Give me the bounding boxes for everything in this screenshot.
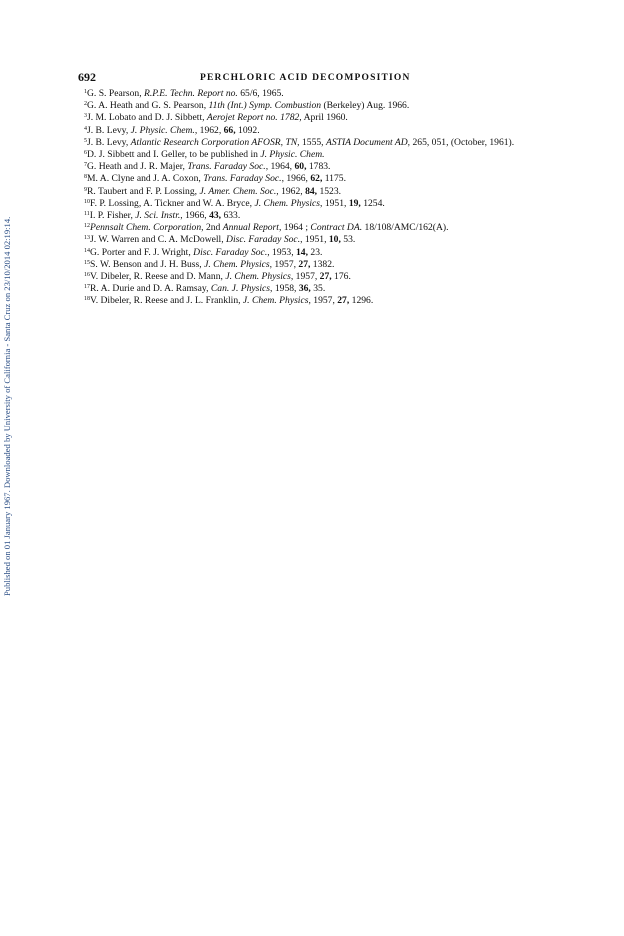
reference-source: ASTIA Document AD, bbox=[325, 136, 411, 148]
reference-item bbox=[84, 161, 564, 173]
reference-text: 1523. bbox=[317, 185, 342, 197]
reference-source: Can. J. Physics bbox=[210, 283, 271, 295]
reference-source: J. Chem. Physics bbox=[242, 295, 309, 307]
reference-text: , 1964 ; bbox=[278, 222, 311, 234]
reference-number: 16 bbox=[84, 272, 90, 279]
reference-list bbox=[84, 88, 564, 308]
reference-source: Atlantic Research Corporation AFOSR, TN, bbox=[130, 136, 300, 148]
reference-volume: 27, bbox=[337, 295, 350, 307]
reference-item bbox=[84, 112, 564, 124]
reference-item bbox=[84, 149, 564, 161]
reference-text: J. M. Lobato and D. J. Sibbett, bbox=[87, 112, 207, 124]
reference-source: J. Physic. Chem. bbox=[130, 124, 195, 136]
reference-source: Trans. Faraday Soc. bbox=[203, 173, 282, 185]
reference-volume: 19, bbox=[348, 197, 361, 209]
reference-text: 23. bbox=[308, 246, 323, 258]
reference-text: R. Taubert and F. P. Lossing, bbox=[87, 185, 200, 197]
reference-text: 1175. bbox=[322, 173, 346, 185]
reference-number: 11 bbox=[84, 211, 90, 218]
reference-text: G. Heath and J. R. Majer, bbox=[87, 161, 188, 173]
reference-item bbox=[84, 210, 564, 222]
reference-number: 4 bbox=[84, 125, 87, 132]
reference-number: 5 bbox=[84, 137, 87, 144]
reference-number: 8 bbox=[84, 174, 87, 181]
reference-source: J. Physic. Chem. bbox=[260, 149, 325, 161]
reference-number: 18 bbox=[84, 296, 90, 303]
reference-text: , 1957, bbox=[290, 271, 320, 283]
reference-text: M. A. Clyne and J. A. Coxon, bbox=[87, 173, 204, 185]
reference-number: 15 bbox=[84, 259, 90, 266]
reference-text: 176. bbox=[331, 271, 351, 283]
reference-text: 35. bbox=[310, 283, 326, 295]
reference-volume: 27, bbox=[298, 258, 311, 270]
reference-item bbox=[84, 125, 564, 137]
reference-volume: 10, bbox=[328, 234, 341, 246]
reference-item bbox=[84, 259, 564, 271]
reference-text: , 1957, bbox=[308, 295, 338, 307]
reference-text: 1783. bbox=[306, 161, 331, 173]
reference-volume: 36, bbox=[298, 283, 311, 295]
reference-number: 1 bbox=[84, 89, 87, 95]
reference-item bbox=[84, 222, 564, 234]
reference-text: 265, 051, (October, 1961). bbox=[410, 136, 515, 148]
reference-source: 11th (Int.) Symp. Combustion bbox=[208, 100, 322, 112]
reference-source: Pennsalt Chem. Corporation bbox=[90, 222, 202, 234]
reference-volume: 66, bbox=[223, 124, 236, 136]
reference-text: D. J. Sibbett and I. Geller, to be published in bbox=[87, 149, 261, 161]
reference-item bbox=[84, 234, 564, 246]
reference-text: 1092. bbox=[235, 124, 260, 136]
page-number: 692 bbox=[78, 70, 96, 84]
reference-item bbox=[84, 283, 564, 295]
reference-number: 13 bbox=[84, 235, 90, 242]
reference-item bbox=[84, 247, 564, 259]
reference-volume: 27, bbox=[319, 271, 332, 283]
reference-item bbox=[84, 88, 564, 100]
reference-source: J. Sci. Instr. bbox=[135, 210, 181, 222]
reference-text: V. Dibeler, R. Reese and J. L. Franklin, bbox=[90, 295, 243, 307]
reference-number: 10 bbox=[84, 198, 90, 205]
reference-text: 633. bbox=[221, 210, 241, 222]
reference-text: 1555, bbox=[299, 136, 326, 148]
reference-source: R.P.E. Techn. Report no. bbox=[144, 88, 238, 99]
reference-number: 17 bbox=[84, 284, 90, 291]
reference-text: J. B. Levy, bbox=[87, 124, 131, 136]
reference-text: J. W. Warren and C. A. McDowell, bbox=[90, 234, 227, 246]
reference-source: Contract DA. bbox=[310, 222, 363, 234]
reference-item bbox=[84, 198, 564, 210]
reference-text: 65/6, 1965. bbox=[237, 88, 284, 99]
running-head: PERCHLORIC ACID DECOMPOSITION bbox=[200, 73, 411, 83]
reference-text: G. S. Pearson, bbox=[87, 88, 145, 99]
reference-item bbox=[84, 137, 564, 149]
reference-text: J. B. Levy, bbox=[87, 136, 131, 148]
reference-item bbox=[84, 295, 564, 307]
reference-text: G. Porter and F. J. Wright, bbox=[90, 246, 194, 258]
reference-number: 6 bbox=[84, 150, 87, 157]
reference-source: Trans. Faraday Soc. bbox=[187, 161, 266, 173]
reference-source: J. Chem. Physics bbox=[225, 271, 291, 283]
reference-item bbox=[84, 100, 564, 112]
reference-text: April 1960. bbox=[301, 112, 348, 124]
reference-text: S. W. Benson and J. H. Buss, bbox=[90, 258, 205, 270]
reference-number: 2 bbox=[84, 101, 87, 108]
reference-text: G. A. Heath and G. S. Pearson, bbox=[87, 100, 209, 112]
reference-item bbox=[84, 271, 564, 283]
reference-volume: 43, bbox=[209, 210, 222, 222]
reference-number: 12 bbox=[84, 223, 90, 230]
reference-text: , 1964, bbox=[265, 161, 295, 173]
reference-volume: 62, bbox=[310, 173, 323, 185]
reference-text: , 1958, bbox=[270, 283, 299, 295]
reference-item bbox=[84, 186, 564, 198]
reference-text: 1254. bbox=[360, 197, 385, 209]
reference-text: , 1953, bbox=[267, 246, 296, 258]
reference-text: F. P. Lossing, A. Tickner and W. A. Bryce, bbox=[90, 197, 255, 209]
reference-text: , 1962, bbox=[194, 124, 224, 136]
reference-item bbox=[84, 173, 564, 185]
reference-source: Disc. Faraday Soc. bbox=[226, 234, 301, 246]
reference-text: 18/108/AMC/162(A). bbox=[362, 222, 449, 234]
reference-volume: 60, bbox=[294, 161, 307, 173]
reference-text: , 1951, bbox=[300, 234, 329, 246]
reference-number: 7 bbox=[84, 162, 87, 169]
reference-text: R. A. Durie and D. A. Ramsay, bbox=[90, 283, 211, 295]
reference-text: , 1966, bbox=[281, 173, 311, 185]
reference-number: 14 bbox=[84, 247, 90, 254]
reference-text: , 1957, bbox=[269, 258, 299, 270]
reference-text: 1296. bbox=[349, 295, 374, 307]
reference-source: Aerojet Report no. 1782, bbox=[206, 112, 302, 124]
reference-text: , 2nd bbox=[201, 222, 223, 234]
reference-volume: 84, bbox=[305, 185, 318, 197]
reference-text: (Berkeley) Aug. 1966. bbox=[321, 100, 410, 112]
reference-text: , 1951, bbox=[320, 197, 349, 209]
reference-volume: 14, bbox=[296, 246, 308, 258]
reference-source: J. Amer. Chem. Soc. bbox=[199, 185, 277, 197]
reference-source: J. Chem. Physics bbox=[204, 258, 270, 270]
reference-number: 9 bbox=[84, 186, 87, 193]
download-stamp: Published on 01 January 1967. Downloaded by University of California - Santa Cruz on 23/10/2014 02:19:14. bbox=[2, 216, 12, 596]
reference-text: V. Dibeler, R. Reese and D. Mann, bbox=[90, 271, 226, 283]
reference-text: I. P. Fisher, bbox=[89, 210, 136, 222]
reference-source: Annual Report bbox=[222, 222, 279, 234]
reference-text: , 1962, bbox=[276, 185, 306, 197]
reference-text: 1382. bbox=[310, 258, 335, 270]
reference-source: J. Chem. Physics bbox=[254, 197, 321, 209]
reference-text: , 1966, bbox=[180, 210, 210, 222]
reference-number: 3 bbox=[84, 113, 87, 120]
reference-source: Disc. Faraday Soc. bbox=[193, 246, 268, 258]
reference-text: 53. bbox=[340, 234, 356, 246]
